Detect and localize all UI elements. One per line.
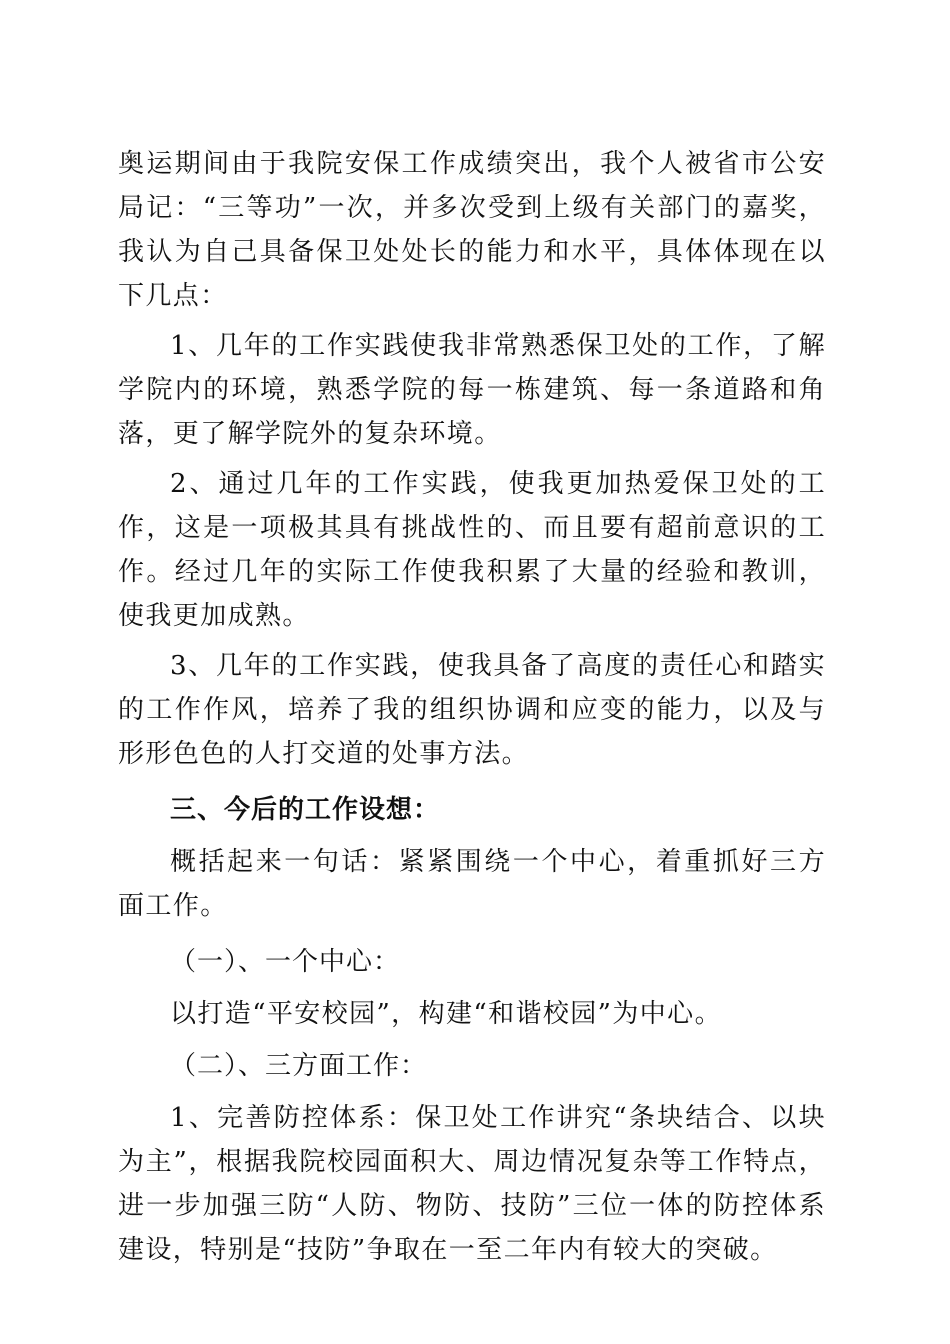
paragraph-intro: 奥运期间由于我院安保工作成绩突出，我个人被省市公安局记：“三等功”一次，并多次受到上级有关部门的嘉奖，我认为自己具备保卫处处长的能力和水平，具体体现在以下几点： (118, 149, 826, 311)
document-body (118, 142, 826, 1272)
paragraph-summary: 概括起来一句话：紧紧围绕一个中心，着重抓好三方面工作。 (118, 847, 826, 921)
paragraph-point-3: 3、几年的工作实践，使我具备了高度的责任心和踏实的工作作风，培养了我的组织协调和应变的能力，以及与形形色色的人打交道的处事方法。 (118, 651, 826, 769)
paragraph-aspect-1: 1、完善防控体系：保卫处工作讲究“条块结合、以块为主”，根据我院校园面积大、周边情况复杂等工作特点，进一步加强三防“人防、物防、技防”三位一体的防控体系建设，特别是“技防”争取在一至二年内有较大的突破。 (118, 1103, 826, 1265)
paragraph-center: 以打造“平安校园”，构建“和谐校园”为中心。 (170, 999, 722, 1029)
section-heading-3: 三、今后的工作设想： (170, 795, 441, 825)
subheading-one-center: （一）、一个中心： (170, 947, 401, 977)
paragraph-point-1: 1、几年的工作实践使我非常熟悉保卫处的工作，了解学院内的环境，熟悉学院的每一栋建筑、每一条道路和角落，更了解学院外的复杂环境。 (118, 331, 826, 449)
subheading-three-aspects: （二）、三方面工作： (170, 1051, 428, 1081)
paragraph-point-2: 2、通过几年的工作实践，使我更加热爱保卫处的工作，这是一项极其具有挑战性的、而且要有超前意识的工作。经过几年的实际工作使我积累了大量的经验和教训，使我更加成熟。 (118, 469, 826, 631)
